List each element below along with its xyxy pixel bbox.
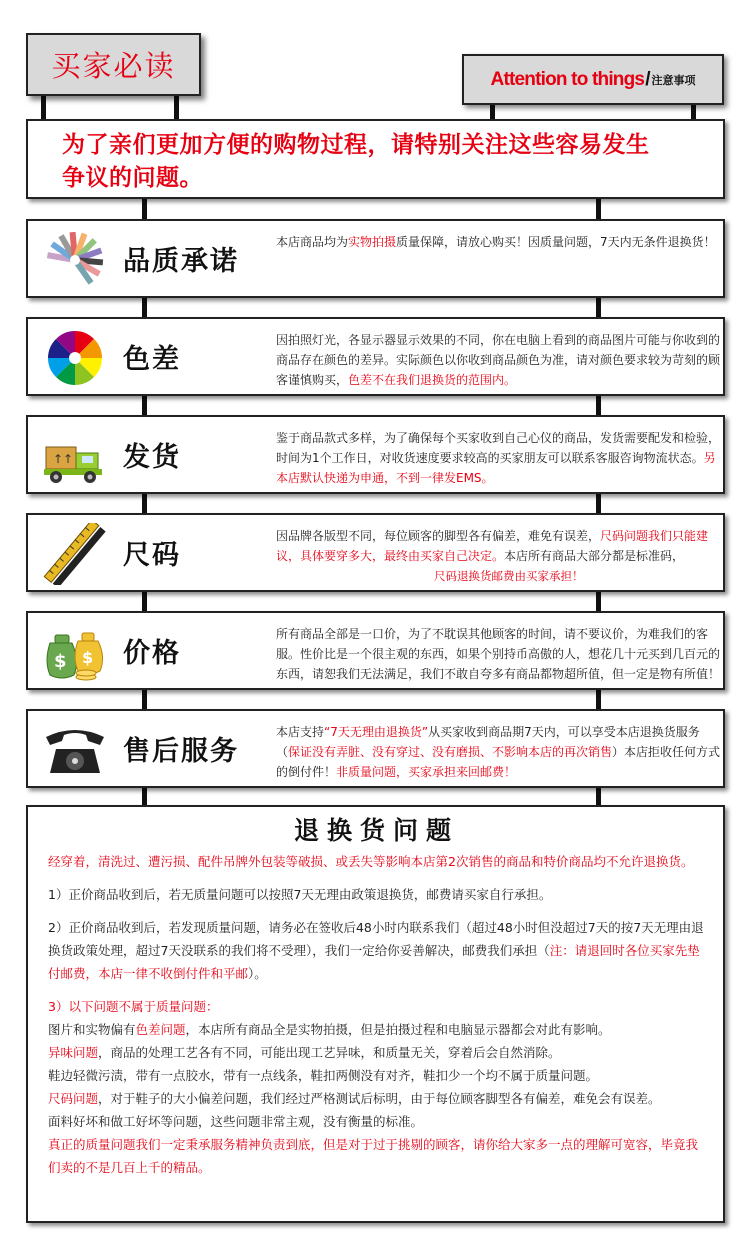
shoes-fan-icon <box>42 229 108 291</box>
desc-text-highlight: 色差不在我们退换货的范围内。 <box>348 373 517 387</box>
connector-line <box>174 96 179 120</box>
intro-text <box>62 129 723 195</box>
desc-text: 从买家收到商品期7天内，可以享受本店退换货服务（ <box>276 725 700 759</box>
returns-box <box>26 805 725 1223</box>
connector-line <box>691 104 696 120</box>
returns-text-highlight: 尺码问题 <box>48 1091 99 1106</box>
desc-text-highlight: 非质量问题，买家承担来回邮费！ <box>336 765 517 779</box>
section-title: 品质承诺 <box>123 246 239 277</box>
telephone-icon <box>42 719 108 781</box>
returns-paragraph: 1）正价商品收到后，若无质量问题可以按照7天无理由政策退换货，邮费请买家自行承担。 <box>48 887 552 902</box>
returns-text: ，本店所有商品全是实物拍摄，但是拍摄过程和电脑显示器都会对此有影响。 <box>185 1022 611 1037</box>
section-price <box>26 611 725 690</box>
returns-paragraph <box>48 916 705 985</box>
section-title: 售后服务 <box>123 736 239 767</box>
desc-text: 质量保障，请放心购买！因质量问题，7天内无条件退换货！ <box>396 235 716 249</box>
page-title: 买家必读 <box>51 49 176 83</box>
header-box <box>26 33 201 96</box>
section-quality <box>26 219 725 298</box>
desc-text: 因品牌各版型不同，每位顾客的脚型各有偏差，难免有误差， <box>276 529 601 543</box>
returns-text: 图片和实物偏有 <box>48 1022 136 1037</box>
returns-text: ）。 <box>248 966 267 981</box>
intro-line: 争议的问题。 <box>62 165 203 191</box>
returns-paragraph <box>48 1018 705 1041</box>
returns-paragraph: 真正的质量问题我们一定秉承服务精神负责到底，但是对于过于挑剔的顾客，请你给大家多一点的理解可宽容，毕竟我们卖的不是几百上千的精品。 <box>48 1137 699 1175</box>
section-desc <box>276 526 722 586</box>
delivery-truck-icon <box>42 425 108 487</box>
desc-text: 因拍照灯光，各显示器显示效果的不同，你在电脑上看到的商品图片可能与你收到的商品存在颜色的差异。实际颜色以你收到商品颜色为准，请对颜色要求较为苛刻的顾客谨慎购买， <box>276 333 721 387</box>
section-desc <box>276 428 722 488</box>
section-after-sales <box>26 709 725 788</box>
returns-paragraph: 面料好坏和做工好坏等问题，这些问题非常主观，没有衡量的标准。 <box>48 1114 424 1129</box>
returns-paragraph: 鞋边轻微污渍，带有一点胶水，带有一点线条，鞋扣两侧没有对齐，鞋扣少一个均不属于质量问题。 <box>48 1068 599 1083</box>
attention-box <box>462 54 724 105</box>
section-title: 价格 <box>123 638 181 669</box>
returns-text-highlight: 异味问题 <box>48 1045 99 1060</box>
desc-text-extra: 尺码退换货邮费由买家承担！ <box>434 569 584 583</box>
intro-line: 为了亲们更加方便的购物过程，请特别关注这些容易发生 <box>62 132 650 158</box>
section-title: 发货 <box>123 442 181 473</box>
section-size <box>26 513 725 592</box>
returns-paragraph <box>48 1087 705 1110</box>
desc-text: ）本店拒收任何方式的倒付件！ <box>276 745 721 779</box>
section-shipping <box>26 415 725 494</box>
desc-text-highlight: 另本店默认快递为申通，不到一律发EMS。 <box>276 451 716 485</box>
section-color-difference <box>26 317 725 396</box>
section-desc <box>276 330 722 390</box>
svg-text:↑↑: ↑↑ <box>53 452 74 466</box>
desc-text-highlight: 实物拍摄 <box>348 235 397 249</box>
returns-text: 2）正价商品收到后，若发现质量问题，请务必在签收后48小时内联系我们（超过48小时但没超过7天的按7天无理由退换货政策处理，超过7天没联系的我们将不受理），我们一定给你妥善解决，邮费我们承担（ <box>48 920 704 958</box>
intro-box <box>26 119 725 199</box>
desc-text: 本店所有商品大部分都是标准码， <box>504 549 685 563</box>
returns-text-highlight: 3）以下问题不属于质量问题： <box>48 999 219 1014</box>
desc-text: 所有商品全部是一口价，为了不耽误其他顾客的时间，请不要议价，为难我们的客服。性价比是一个很主观的东西，如果个别持币高傲的人，想花几十元买到几百元的东西，请恕我们无法满足，我们不敢自夸多有商品都物超所值，但一定是物有所值！ <box>276 627 721 681</box>
desc-text: 鉴于商品款式多样，为了确保每个买家收到自己心仪的商品，发货需要配发和检验，时间为1个工作日，对收货速度要求较高的买家朋友可以联系客服咨询物流状态。 <box>276 431 721 465</box>
desc-text: 本店支持 <box>276 725 325 739</box>
desc-text-highlight: 尺码问题我们只能建议，具体要穿多大，最终由买家自己决定。 <box>276 529 709 563</box>
attention-title-en: Attention to things <box>490 68 645 90</box>
returns-paragraph <box>48 1041 705 1064</box>
returns-title: 退换货问题 <box>293 816 459 845</box>
section-title: 色差 <box>123 344 181 375</box>
color-wheel-icon <box>42 327 108 389</box>
returns-paragraph <box>48 995 705 1018</box>
measuring-tape-icon <box>42 523 108 585</box>
returns-paragraph: 经穿着，清洗过、遭污损、配件吊牌外包装等破损、或丢失等影响本店第2次销售的商品和特价商品均不允许退换货。 <box>48 854 694 869</box>
section-desc <box>276 722 722 782</box>
desc-text-highlight: 保证没有弄脏、没有穿过、没有磨损、不影响本店的再次销售 <box>288 745 613 759</box>
section-title: 尺码 <box>123 540 181 571</box>
attention-separator: / <box>645 68 651 90</box>
connector-line <box>490 104 495 120</box>
desc-text-highlight: “7天无理由退换货” <box>324 725 429 739</box>
money-bags-icon <box>42 621 108 683</box>
returns-text-highlight: 色差问题 <box>135 1022 186 1037</box>
section-desc <box>276 624 722 684</box>
returns-text: ，对于鞋子的大小偏差问题，我们经过严格测试后标明，由于每位顾客脚型各有偏差，难免会有误差。 <box>98 1091 661 1106</box>
attention-title-cn: 注意事项 <box>651 73 696 87</box>
desc-text: 本店商品均为 <box>276 235 349 249</box>
svg-text:$: $ <box>82 648 94 667</box>
svg-text:$: $ <box>54 651 67 672</box>
connector-line <box>41 96 46 120</box>
returns-text-highlight: 注：请退回时各位买家先垫付邮费，本店一律不收倒付件和平邮 <box>48 943 700 981</box>
section-desc <box>276 232 722 252</box>
returns-text: ，商品的处理工艺各有不同，可能出现工艺异味，和质量无关，穿着后会自然消除。 <box>98 1045 561 1060</box>
